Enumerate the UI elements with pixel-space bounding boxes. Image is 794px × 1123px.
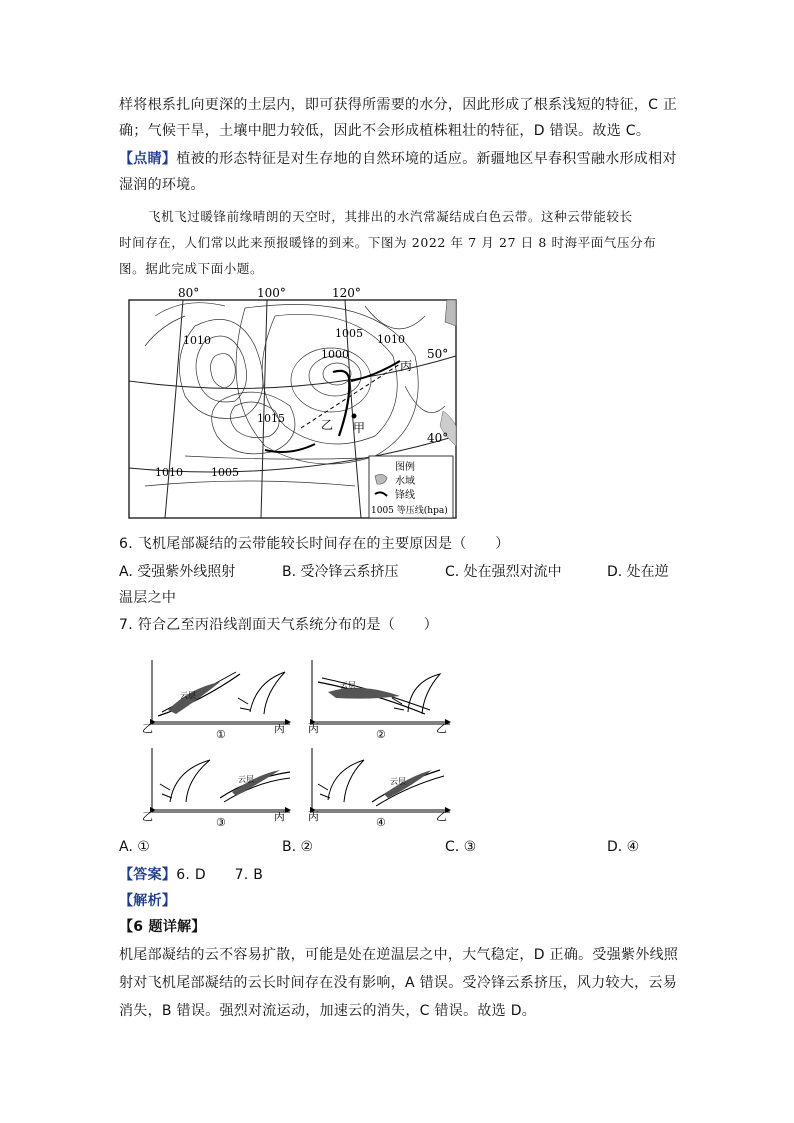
- diagram2-right: 乙: [436, 722, 447, 735]
- diagram3-num: ③: [216, 816, 226, 829]
- lon-label: 120°: [332, 286, 361, 300]
- diagram1-right: 丙: [274, 722, 285, 735]
- cross-section-diagrams: [140, 652, 460, 832]
- material-line: 图。据此完成下面小题。: [119, 261, 264, 276]
- detail-line: 机尾部凝结的云不容易扩散，可能是处在逆温层之中，大气稳定，D 正确。受强紫外线照: [119, 947, 679, 963]
- dianjing-line: [119, 146, 679, 172]
- diagram1-num: ①: [216, 728, 226, 741]
- cloud-label: 云层: [180, 691, 196, 700]
- material-line: 飞机飞过暖锋前缘晴朗的天空时，其排出的水汽常凝结成白色云带。这种云带能较长: [148, 209, 633, 224]
- diagram2-num: ②: [376, 728, 386, 741]
- q7-stem: 7. 符合乙至丙沿线剖面天气系统分布的是（ ）: [119, 617, 439, 633]
- q7-option-d[interactable]: D. ④: [607, 839, 640, 855]
- legend-front: 锋线: [395, 490, 415, 501]
- diagram4-left: 丙: [308, 810, 319, 823]
- legend-water: 水域: [395, 476, 415, 487]
- diagram4-right: 乙: [436, 810, 447, 823]
- cloud-label: 云层: [340, 681, 356, 690]
- q6-option-d[interactable]: D. 处在逆: [607, 564, 669, 580]
- q7-option-a[interactable]: A. ①: [119, 839, 150, 855]
- lat-label: 40°: [427, 431, 449, 445]
- cloud-label: 云层: [238, 775, 254, 784]
- answer-line: [119, 862, 679, 888]
- lon-label: 80°: [178, 286, 200, 300]
- cloud-label: 云层: [390, 777, 406, 786]
- lon-label: 100°: [257, 286, 286, 300]
- q6-stem: 6. 飞机尾部凝结的云带能较长时间存在的主要原因是（ ）: [119, 536, 510, 552]
- q7-option-b[interactable]: B. ②: [282, 839, 314, 855]
- place-label-bing: 丙: [400, 359, 413, 373]
- legend-title: 图例: [395, 462, 415, 473]
- answer-text: 6. D 7. B: [176, 867, 264, 883]
- isobar-label: 1005: [211, 466, 239, 479]
- analysis-tag: 【解析】: [119, 893, 177, 909]
- answer-tag: 【答案】: [119, 867, 177, 883]
- q6-option-a[interactable]: A. 受强紫外线照射: [119, 564, 236, 580]
- dianjing-text: 植被的形态特征是对生存地的自然环境的适应。新疆地区早春积雪融水形成相对: [176, 151, 677, 167]
- q6-option-b[interactable]: B. 受冷锋云系挤压: [282, 564, 399, 580]
- detail-line: 消失，B 错误。强烈对流运动，加速云的消失，C 错误。故选 D。: [119, 1003, 537, 1019]
- diagram4-num: ④: [376, 816, 386, 829]
- dianjing-tag: 【点睛】: [119, 151, 177, 167]
- pressure-map: [125, 286, 460, 522]
- diagram1-left: 乙: [142, 722, 153, 735]
- diagram3-left: 乙: [142, 810, 153, 823]
- place-label-yi: 乙: [321, 418, 334, 432]
- paragraph-line: 样将根系扎向更深的土层内，即可获得所需要的水分，因此形成了根系浅短的特征，C 正: [119, 97, 678, 113]
- detail-tag: 【6 题详解】: [119, 919, 206, 935]
- q6-option-c[interactable]: C. 处在强烈对流中: [445, 564, 562, 580]
- material-line: 时间存在，人们常以此来预报暖锋的到来。下图为 2022 年 7 月 27 日 8 时海平面气压分布: [119, 235, 657, 250]
- isobar-label: 1000: [321, 348, 349, 361]
- q6-option-wrap: 温层之中: [119, 590, 177, 606]
- isobar-label: 1010: [183, 334, 211, 347]
- paragraph-line: 确；气候干旱，土壤中肥力较低，因此不会形成植株粗壮的特征，D 错误。故选 C。: [119, 123, 651, 139]
- paragraph-line: 湿润的环境。: [119, 177, 205, 193]
- place-label-jia: 甲: [353, 421, 366, 435]
- diagram2-left: 丙: [308, 722, 319, 735]
- isobar-label: 1005: [335, 327, 363, 340]
- diagram3-right: 丙: [274, 810, 285, 823]
- detail-line: 射对飞机尾部凝结的云长时间存在没有影响，A 错误。受冷锋云系挤压，风力较大，云易: [119, 975, 678, 991]
- lat-label: 50°: [427, 347, 449, 361]
- legend-isobar: 1005 等压线(hpa): [371, 506, 448, 516]
- isobar-label: 1010: [377, 333, 405, 346]
- isobar-label: 1015: [257, 412, 285, 425]
- isobar-label: 1010: [155, 466, 183, 479]
- q7-option-c[interactable]: C. ③: [445, 839, 477, 855]
